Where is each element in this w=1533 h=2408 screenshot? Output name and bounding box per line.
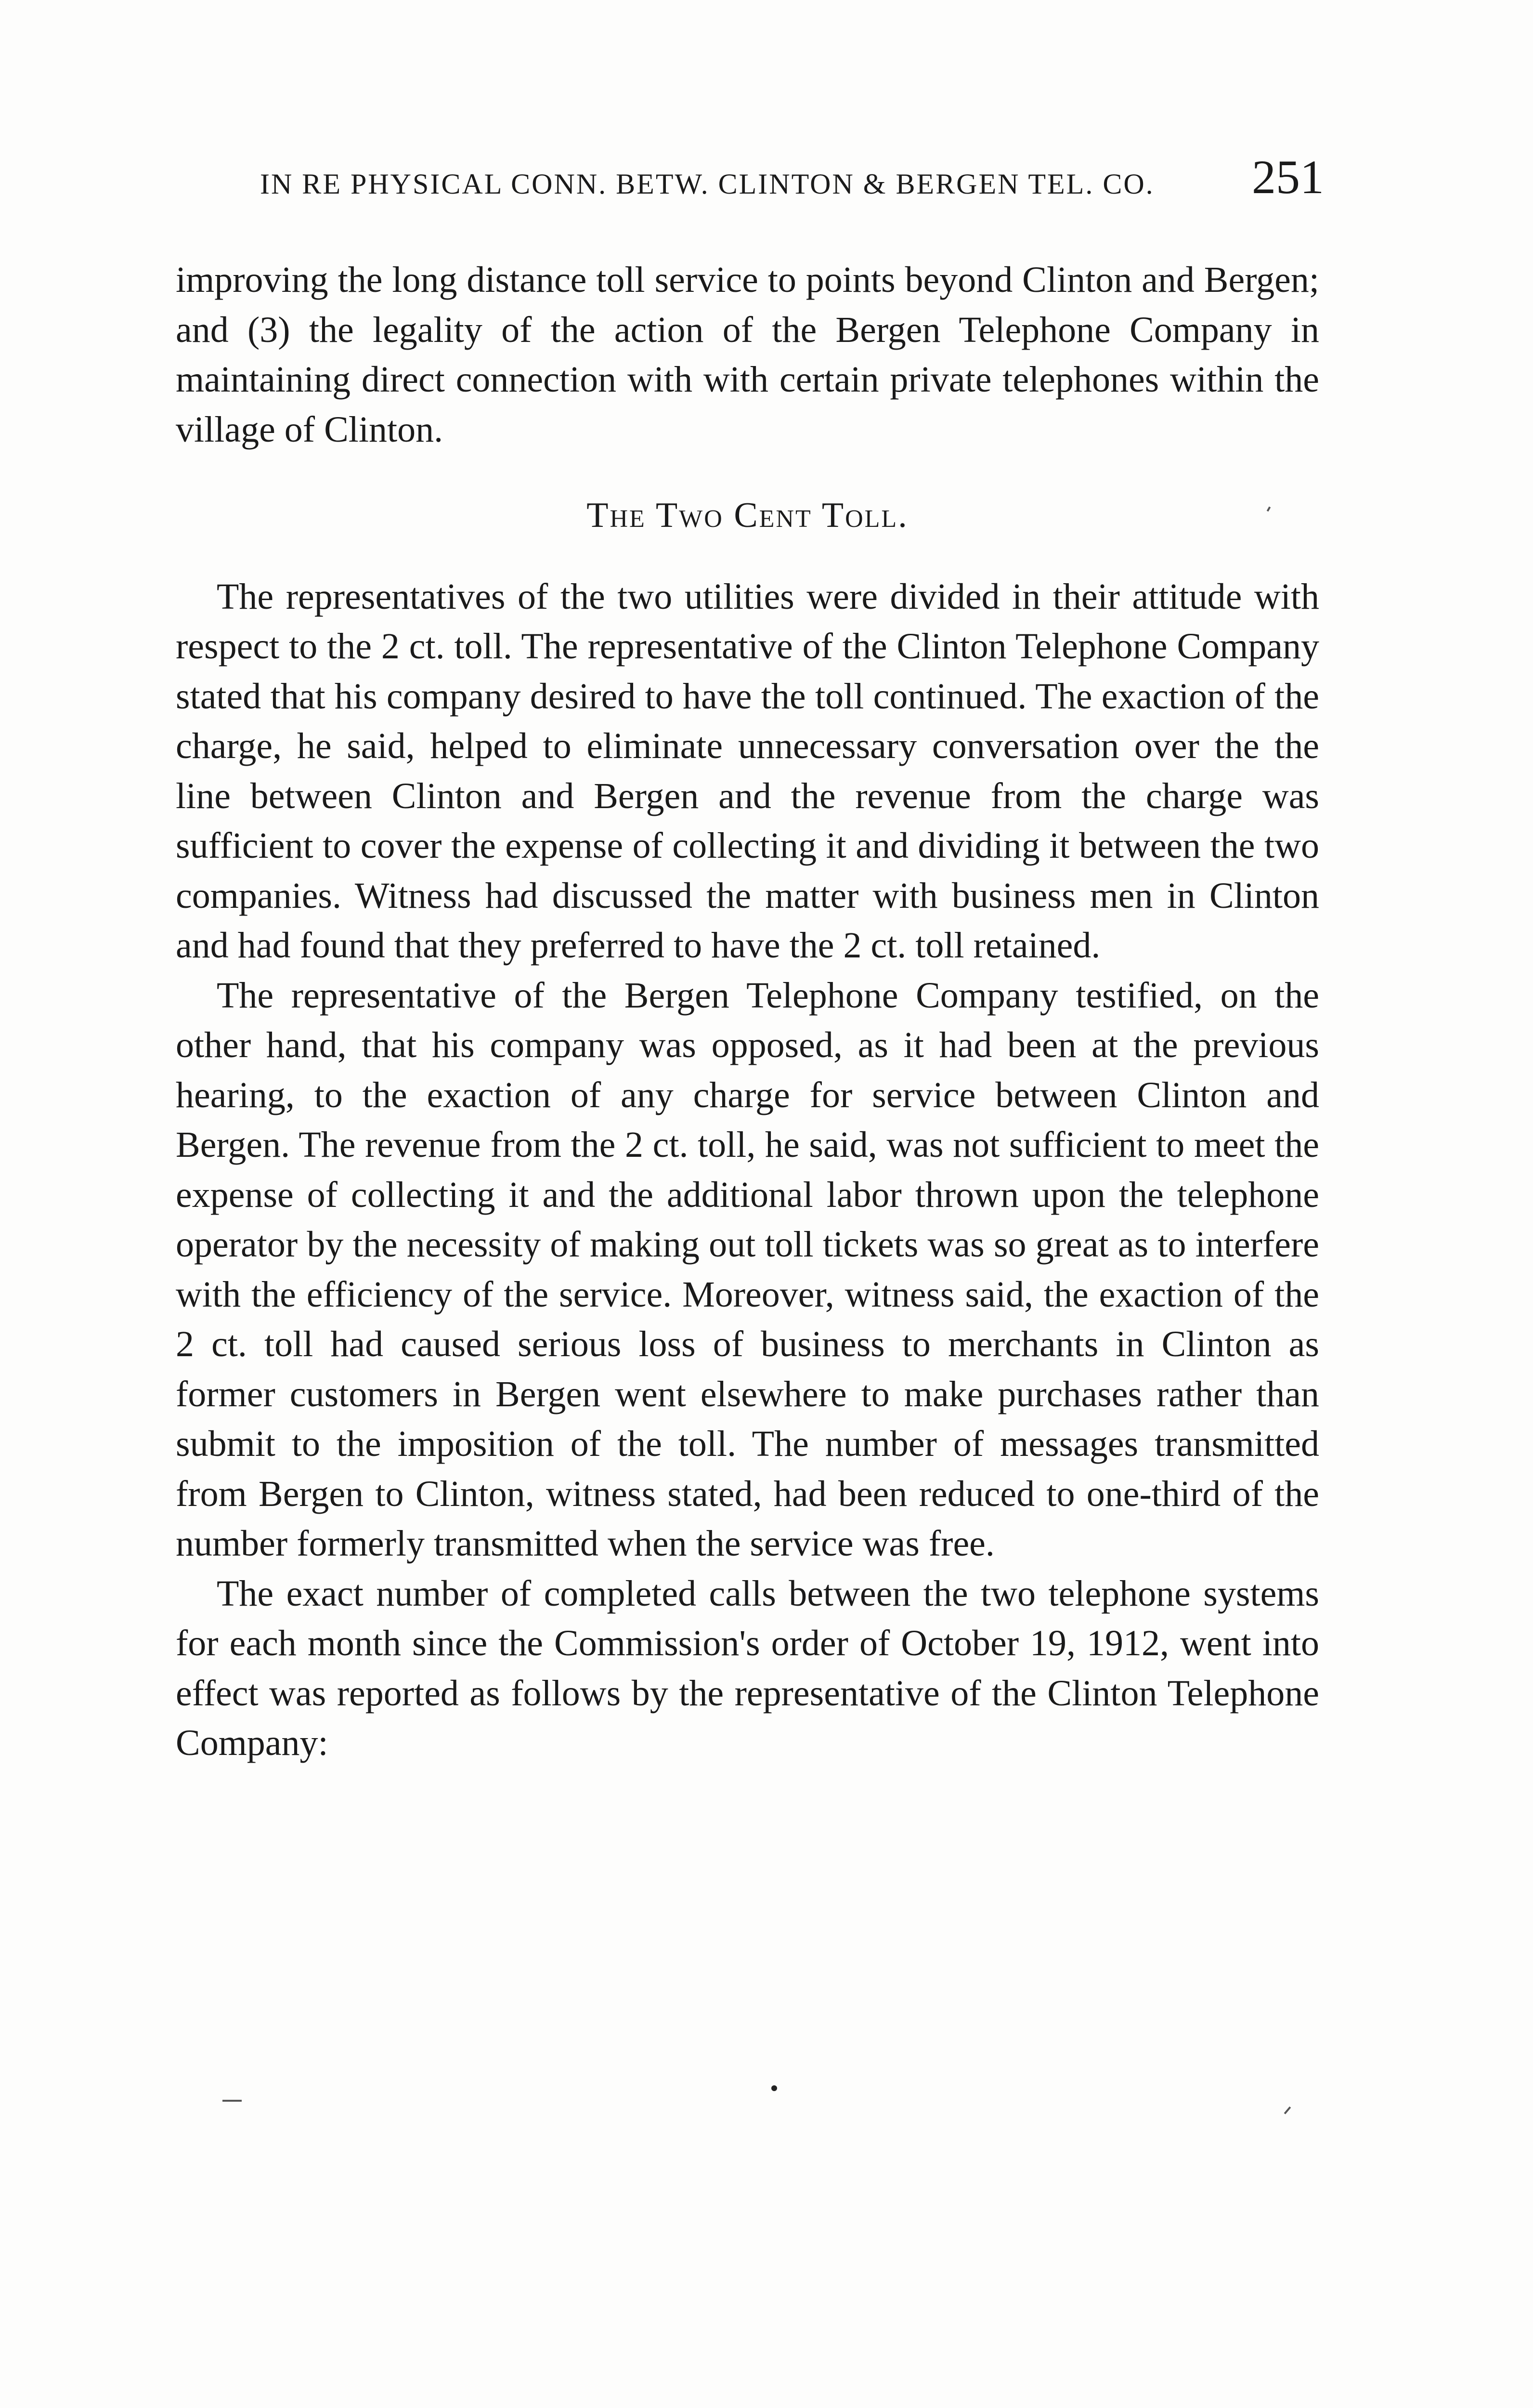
paragraph: The exact number of completed calls between the two telephone systems for each month since the Commission's order of October 19, 1912, went into effect was reported as follows by the representative of the Clinton Telephone Company: <box>176 1573 1319 1763</box>
running-head <box>260 168 1319 201</box>
body-text <box>176 255 1319 1768</box>
scan-mark <box>1284 2107 1291 2114</box>
running-head-text: IN RE PHYSICAL CONN. BETW. CLINTON & BERGEN TEL. CO. <box>260 168 1155 200</box>
section-heading: The Two Cent Toll. <box>586 496 909 535</box>
page-number: 251 <box>1252 150 1324 204</box>
paragraph: The representative of the Bergen Telephone Company testified, on the other hand, that his company was opposed, as it had been at the previous hearing, to the exaction of any charge for service between Clinton and Bergen. The revenue from the 2 ct. toll, he said, was not sufficient to meet the expense of collecting it and the additional labor thrown upon the telephone operator by the necessity of making out toll tickets was so great as to interfere with the efficiency of the service. Moreover, witness said, the exaction of the 2 ct. toll had caused serious loss of business to merchants in Clinton as former customers in Bergen went elsewhere to make purchases rather than submit to the imposition of the toll. The number of messages transmitted from Bergen to Clinton, witness stated, had been reduced to one-third of the number formerly transmitted when the service was free. <box>176 975 1319 1564</box>
paragraph: The representatives of the two utilities were divided in their attitude with respect to the 2 ct. toll. The representative of the Clinton Telephone Company stated that his company desired to have the toll continued. The exaction of the charge, he said, helped to eliminate unnecessary conversation over the the line between Clinton and Bergen and the revenue from the charge was sufficient to cover the expense of collecting it and dividing it between the two companies. Witness had discussed the matter with business men in Clinton and had found that they preferred to have the 2 ct. toll retained. <box>176 576 1319 966</box>
paragraph-continued: improving the long distance toll service to points beyond Clinton and Bergen; and (3) the legality of the action of the Bergen Telephone Company in maintaining direct connection with with certain private telephones within the village of Clinton. <box>176 260 1319 450</box>
scan-mark <box>222 2100 242 2102</box>
scan-speck <box>771 2085 777 2091</box>
